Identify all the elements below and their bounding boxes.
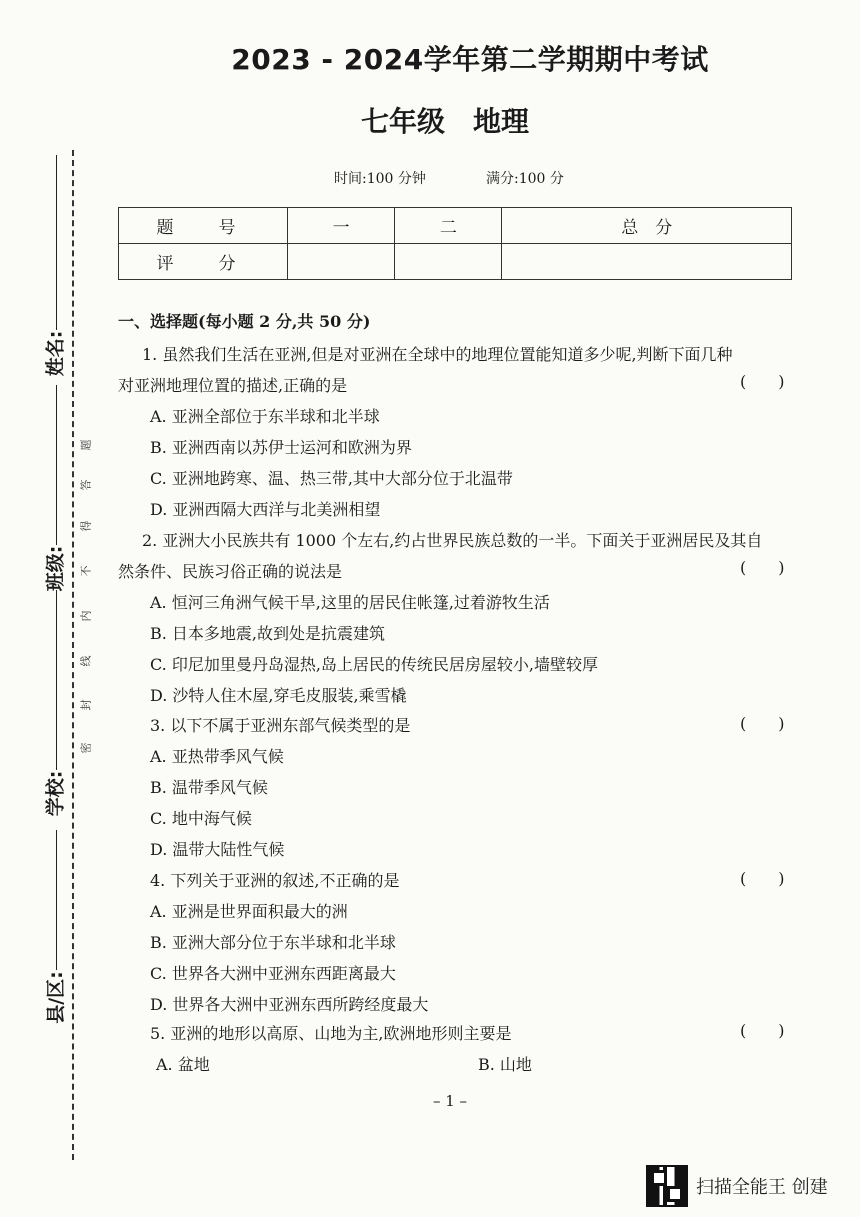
exam-time: 时间:100 分钟 xyxy=(334,171,426,187)
table-header-cell: 二 xyxy=(395,208,502,244)
district-label: 县/区: xyxy=(44,971,67,1024)
school-underline xyxy=(56,590,57,770)
question-stem: 5. 亚洲的地形以高原、山地为主,欧洲地形则主要是 xyxy=(150,1024,512,1043)
page-number: – 1 – xyxy=(432,1092,468,1110)
option-b: B. 山地 xyxy=(478,1055,532,1074)
school-label: 学校: xyxy=(44,770,67,817)
answer-paren: ( ) xyxy=(740,869,785,888)
option-c: C. 地中海气候 xyxy=(150,809,252,828)
answer-paren: ( ) xyxy=(740,1021,785,1040)
table-cell xyxy=(395,244,502,280)
exam-full-score: 满分:100 分 xyxy=(486,171,564,187)
question-stem: 对亚洲地理位置的描述,正确的是 xyxy=(118,376,348,395)
table-cell xyxy=(288,244,395,280)
question-stem: 4. 下列关于亚洲的叙述,不正确的是 xyxy=(150,871,400,890)
name-field xyxy=(38,155,74,377)
table-row xyxy=(119,208,792,244)
class-field xyxy=(38,385,74,592)
option-c: C. 亚洲地跨寒、温、热三带,其中大部分位于北温带 xyxy=(150,469,513,488)
seal-char: 答 xyxy=(79,479,93,491)
district-underline xyxy=(56,830,57,970)
seal-char: 密 xyxy=(79,742,93,754)
seal-char: 题 xyxy=(79,439,93,451)
question-stem: 1. 虽然我们生活在亚洲,但是对亚洲在全球中的地理位置能知道多少呢,判断下面几种 xyxy=(142,345,733,364)
table-cell xyxy=(502,244,792,280)
exam-title: 2023 - 2024学年第二学期期中考试 xyxy=(231,43,709,76)
exam-subtitle: 七年级 地理 xyxy=(360,105,529,138)
option-b: B. 温带季风气候 xyxy=(150,778,268,797)
answer-paren: ( ) xyxy=(740,714,785,733)
option-d: D. 世界各大洲中亚洲东西所跨经度最大 xyxy=(150,995,429,1014)
score-table xyxy=(118,207,792,280)
option-a: A. 亚洲是世界面积最大的洲 xyxy=(150,902,348,921)
option-b: B. 亚洲大部分位于东半球和北半球 xyxy=(150,933,396,952)
district-field xyxy=(38,830,74,1024)
qr-code-icon xyxy=(646,1165,688,1207)
question-stem: 3. 以下不属于亚洲东部气候类型的是 xyxy=(150,716,411,735)
option-b: B. 日本多地震,故到处是抗震建筑 xyxy=(150,624,386,643)
option-b: B. 亚洲西南以苏伊士运河和欧洲为界 xyxy=(150,438,412,457)
answer-paren: ( ) xyxy=(740,372,785,391)
option-d: D. 亚洲西隔大西洋与北美洲相望 xyxy=(150,500,381,519)
seal-char: 得 xyxy=(79,520,93,532)
option-d: D. 沙特人住木屋,穿毛皮服装,乘雪橇 xyxy=(150,686,407,705)
table-header-cell: 题 号 xyxy=(119,208,288,244)
scanner-label: 扫描全能王 创建 xyxy=(696,1177,828,1198)
section-heading: 一、选择题(每小题 2 分,共 50 分) xyxy=(118,312,371,331)
answer-paren: ( ) xyxy=(740,558,785,577)
seal-char: 线 xyxy=(79,655,93,667)
seal-char: 不 xyxy=(79,565,93,577)
option-a: A. 恒河三角洲气候干旱,这里的居民住帐篷,过着游牧生活 xyxy=(150,593,550,612)
seal-char: 封 xyxy=(79,699,93,711)
question-stem: 2. 亚洲大小民族共有 1000 个左右,约占世界民族总数的一半。下面关于亚洲居民及其自 xyxy=(142,531,763,550)
table-header-cell: 一 xyxy=(288,208,395,244)
class-label: 班级: xyxy=(44,545,67,592)
table-row xyxy=(119,244,792,280)
option-a: A. 亚热带季风气候 xyxy=(150,747,284,766)
name-underline xyxy=(56,155,57,330)
table-cell: 评 分 xyxy=(119,244,288,280)
scanner-watermark xyxy=(646,1165,828,1207)
seal-char: 内 xyxy=(79,610,93,622)
table-header-cell: 总 分 xyxy=(502,208,792,244)
option-a: A. 盆地 xyxy=(156,1055,210,1074)
school-field xyxy=(38,590,74,817)
option-c: C. 印尼加里曼丹岛湿热,岛上居民的传统民居房屋较小,墙壁较厚 xyxy=(150,655,599,674)
option-a: A. 亚洲全部位于东半球和北半球 xyxy=(150,407,380,426)
option-c: C. 世界各大洲中亚洲东西距离最大 xyxy=(150,964,396,983)
option-d: D. 温带大陆性气候 xyxy=(150,840,285,859)
question-stem: 然条件、民族习俗正确的说法是 xyxy=(118,562,343,581)
name-label: 姓名: xyxy=(44,330,67,377)
class-underline xyxy=(56,385,57,545)
